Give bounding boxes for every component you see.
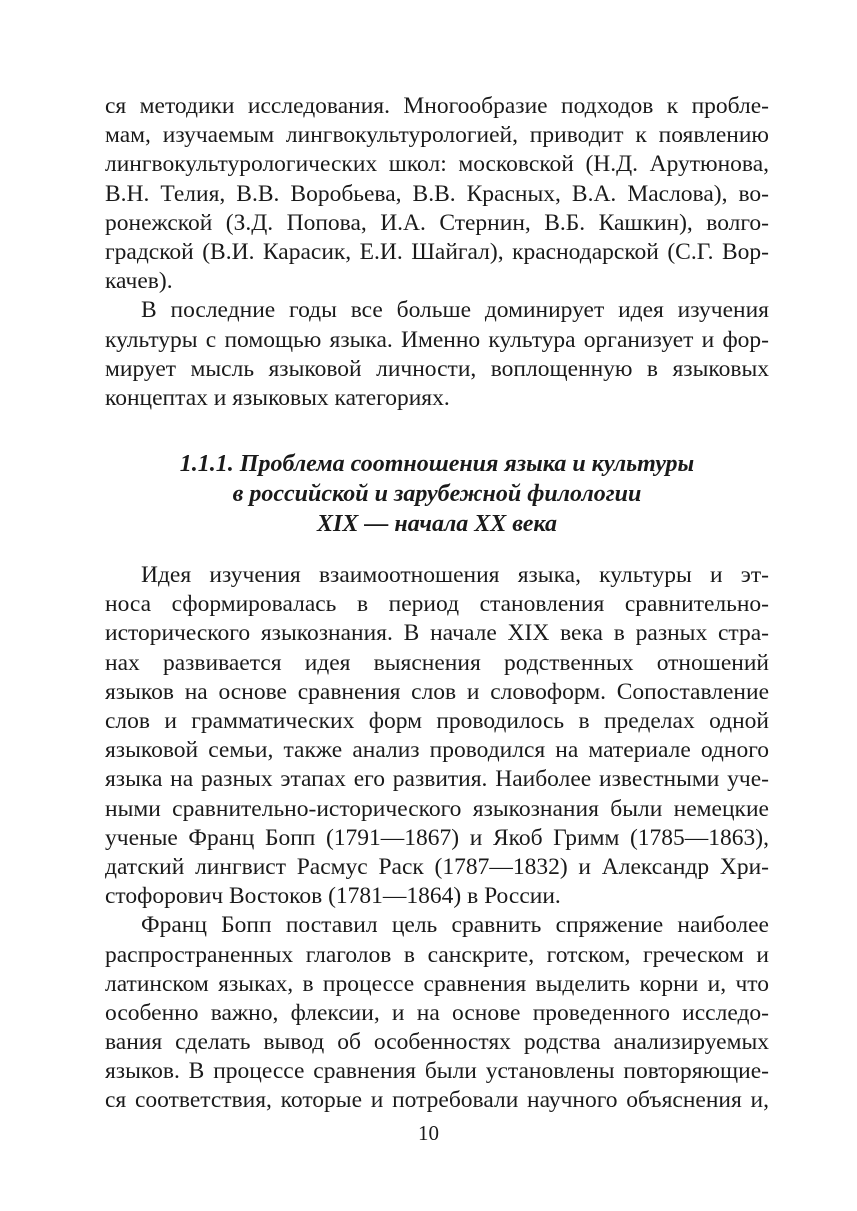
text-line: ными сравнительно-исторического языкознания были немецкие [105, 795, 769, 822]
page-number: 10 [418, 1121, 439, 1145]
text-line: особенно важно, флексии, и на основе проведенного исследо- [105, 999, 769, 1026]
paragraph-2 [105, 296, 769, 413]
text-line: В.Н. Телия, В.В. Воробьева, В.В. Красных, В.А. Маслова), во- [105, 180, 769, 207]
text-line: ронежской (З.Д. Попова, И.А. Стернин, В.Б. Кашкин), волго- [105, 209, 769, 236]
text-line: языковой семьи, также анализ проводился на материале одного [105, 737, 769, 764]
paragraph-4 [105, 911, 769, 1115]
text-line: распространенных глаголов в санскрите, готском, греческом и [105, 941, 769, 968]
text-line: концептах и языковых категориях. [105, 384, 450, 411]
text-line: нах развивается идея выяснения родственных отношений [105, 649, 769, 676]
text-line: ся методики исследования. Многообразие подходов к пробле- [105, 93, 769, 119]
text-line: лингвокультурологических школ: московской (Н.Д. Арутюнова, [105, 151, 769, 178]
text-line: носа сформировалась в период становления сравнительно- [105, 591, 769, 618]
text-line: слов и грамматических форм проводилось в пределах одной [105, 708, 769, 734]
text-line: Франц Бопп поставил цель сравнить спряжение наиболее [141, 912, 769, 939]
text-line: мам, изучаемым лингвокультурологией, приводит к появлению [105, 122, 769, 149]
text-line: датский лингвист Расмус Раск (1787—1832) и Александр Хри- [105, 853, 769, 880]
section-heading [105, 449, 769, 539]
text-line: латинском языках, в процессе сравнения выделить корни и, что [105, 970, 769, 997]
page-body [105, 92, 769, 1116]
text-line: В последние годы все больше доминирует идея изучения [141, 297, 769, 324]
heading-line: 1.1.1. Проблема соотношения языка и культуры [179, 451, 695, 478]
heading-line: XIX — начала XX века [317, 511, 557, 538]
heading-line: в российской и зарубежной филологии [232, 481, 642, 508]
paragraph-3 [105, 561, 769, 911]
text-line: стофорович Востоков (1781—1864) в России. [105, 883, 561, 910]
text-line: языков. В процессе сравнения были установлены повторяющие- [105, 1058, 769, 1085]
text-line: культуры с помощью языка. Именно культура организует и фор- [105, 326, 769, 353]
text-line: ся соответствия, которые и потребовали научного объяснения и, [105, 1087, 769, 1114]
text-line: исторического языкознания. В начале XIX века в разных стра- [105, 620, 769, 647]
text-line: языков на основе сравнения слов и словоформ. Сопоставление [105, 678, 769, 705]
text-line: качев). [105, 268, 173, 295]
paragraph-1 [105, 92, 769, 296]
text-line: языка на разных этапах его развития. Наиболее известными уче- [105, 766, 769, 793]
text-line: градской (В.И. Карасик, Е.И. Шайгал), краснодарской (С.Г. Вор- [105, 238, 769, 265]
text-line: вания сделать вывод об особенностях родства анализируемых [105, 1029, 769, 1056]
text-line: ученые Франц Бопп (1791—1867) и Якоб Гримм (1785—1863), [105, 824, 769, 851]
text-line: Идея изучения взаимоотношения языка, культуры и эт- [141, 562, 769, 589]
text-line: мирует мысль языковой личности, воплощенную в языковых [105, 355, 769, 382]
